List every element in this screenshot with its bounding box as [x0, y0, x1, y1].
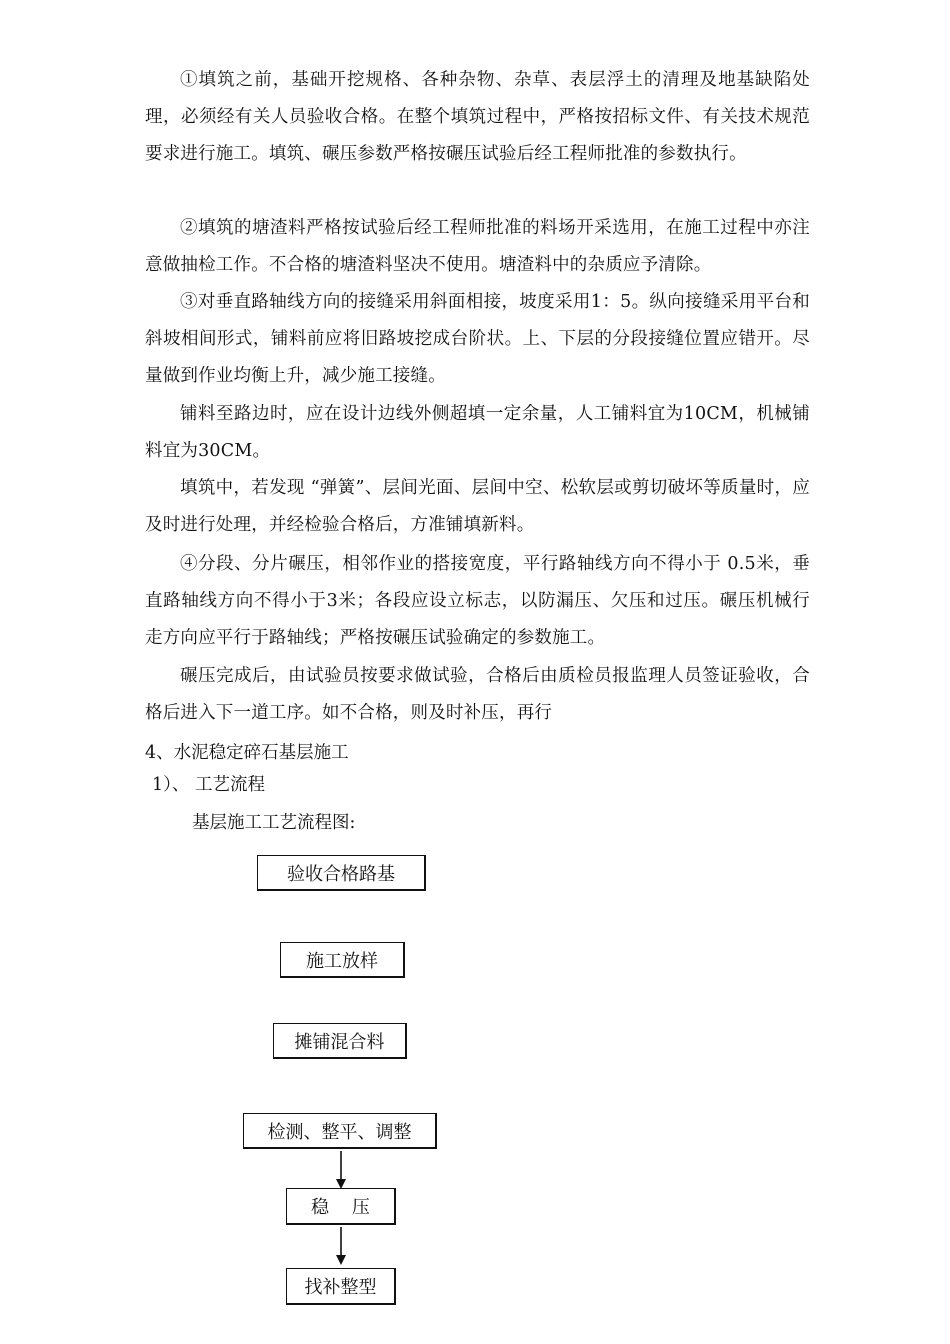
flow-caption: 基层施工工艺流程图:: [192, 813, 356, 833]
paragraph-3: ③对垂直路轴线方向的接缝采用斜面相接，坡度采用1：5。纵向接缝采用平台和斜坡相间形式，铺料前应将旧路坡挖成台阶状。上、下层的分段接缝位置应错开。尽量做到作业均衡上升，减少施工接缝。: [145, 292, 810, 386]
flow-arrow-down-2: [335, 1227, 347, 1265]
flow-step-1: 验收合格路基: [257, 855, 426, 891]
flow-step-6: 找补整型: [286, 1268, 396, 1305]
paragraph-1: ①填筑之前，基础开挖规格、各种杂物、杂草、表层浮土的清理及地基缺陷处理，必须经有关人员验收合格。在整个填筑过程中，严格按招标文件、有关技术规范要求进行施工。填筑、碾压参数严格按碾压试验后经工程师批准的参数执行。: [145, 70, 810, 164]
subsection-title: 1）、 工艺流程: [152, 775, 265, 795]
flow-step-2: 施工放样: [280, 942, 405, 978]
paragraph-6: ④分段、分片碾压，相邻作业的搭接宽度，平行路轴线方向不得小于 0.5米，垂直路轴线方向不得小于3米；各段应设立标志，以防漏压、欠压和过压。碾压机械行走方向应平行于路轴线；严格按碾压试验确定的参数施工。: [145, 554, 810, 648]
paragraph-5: 填筑中，若发现 “弹簧”、层间光面、层间中空、松软层或剪切破坏等质量时，应及时进行处理，并经检验合格后，方准铺填新料。: [145, 478, 810, 535]
flow-arrow-down-1: [335, 1151, 347, 1189]
flow-step-3: 摊铺混合料: [273, 1023, 407, 1059]
paragraph-4: 铺料至路边时，应在设计边线外侧超填一定余量，人工铺料宜为10CM，机械铺料宜为30CM。: [145, 404, 810, 461]
section-title: 4、水泥稳定碎石基层施工: [145, 743, 349, 763]
paragraph-7: 碾压完成后，由试验员按要求做试验，合格后由质检员报监理人员签证验收，合格后进入下一道工序。如不合格，则及时补压，再行: [145, 666, 810, 723]
flow-step-4: 检测、整平、调整: [243, 1113, 437, 1149]
flow-step-5: 稳 压: [286, 1188, 396, 1225]
paragraph-2: ②填筑的塘渣料严格按试验后经工程师批准的料场开采选用，在施工过程中亦注意做抽检工作。不合格的塘渣料坚决不使用。塘渣料中的杂质应予清除。: [145, 218, 810, 275]
